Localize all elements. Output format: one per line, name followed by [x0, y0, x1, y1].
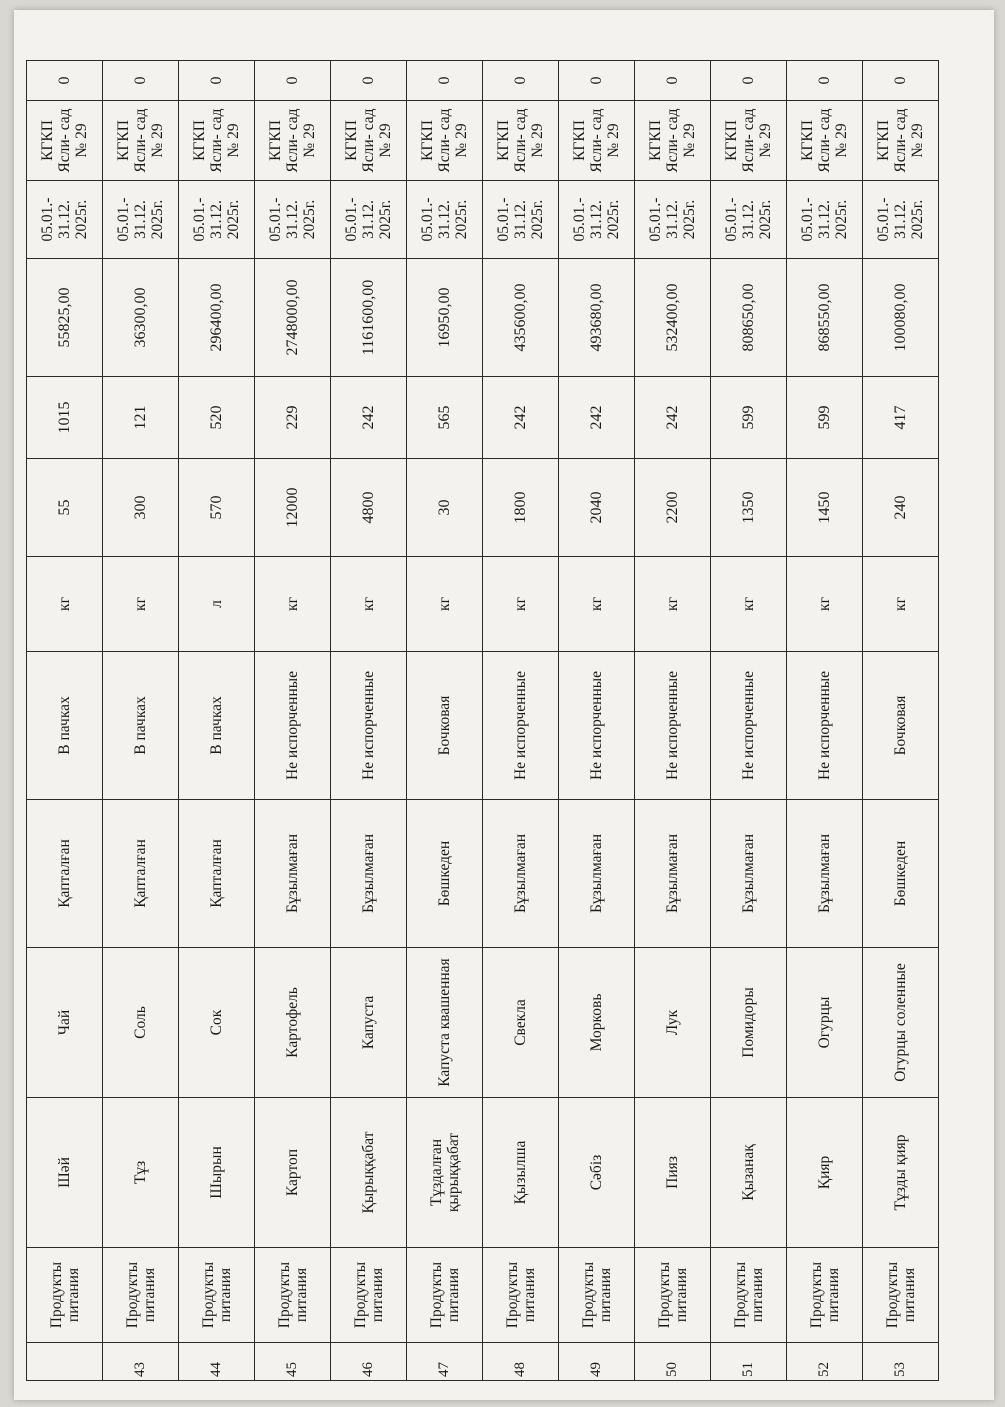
packaging-ru-cell: В пачках	[179, 652, 255, 800]
category-cell: Продукты питания	[331, 1248, 407, 1343]
quantity-cell: 570	[179, 459, 255, 557]
period-cell: 05.01.- 31.12. 2025г.	[787, 181, 863, 259]
extra-cell: 0	[483, 61, 559, 101]
name-kz-cell: Шәй	[27, 1098, 103, 1248]
name-ru-cell: Свекла	[483, 948, 559, 1098]
packaging-ru-cell: В пачках	[27, 652, 103, 800]
quantity-cell: 300	[103, 459, 179, 557]
quantity-cell: 2040	[559, 459, 635, 557]
row-number: 53	[863, 1343, 939, 1381]
row-number	[27, 1343, 103, 1381]
table-row	[255, 61, 331, 1381]
extra-cell: 0	[331, 61, 407, 101]
name-ru-cell: Морковь	[559, 948, 635, 1098]
table-body	[27, 61, 939, 1381]
table-row	[863, 61, 939, 1381]
name-ru-cell: Огурцы	[787, 948, 863, 1098]
name-ru-cell: Капуста квашенная	[407, 948, 483, 1098]
procurement-table	[26, 60, 939, 1381]
packaging-kz-cell: Бұзылмаған	[559, 800, 635, 948]
sum-cell: 36300,00	[103, 259, 179, 377]
packaging-kz-cell: Бұзылмаған	[331, 800, 407, 948]
period-cell: 05.01.- 31.12. 2025г.	[407, 181, 483, 259]
period-cell: 05.01.- 31.12. 2025г.	[863, 181, 939, 259]
unit-cell: кг	[635, 557, 711, 652]
row-number: 45	[255, 1343, 331, 1381]
quantity-cell: 2200	[635, 459, 711, 557]
name-kz-cell: Қырыққабат	[331, 1098, 407, 1248]
customer-cell: КГКП Ясли- сад № 29	[863, 101, 939, 181]
quantity-cell: 1450	[787, 459, 863, 557]
name-ru-cell: Сок	[179, 948, 255, 1098]
category-cell: Продукты питания	[863, 1248, 939, 1343]
customer-cell: КГКП Ясли- сад № 29	[635, 101, 711, 181]
packaging-kz-cell: Бұзылмаған	[483, 800, 559, 948]
extra-cell: 0	[255, 61, 331, 101]
extra-cell: 0	[179, 61, 255, 101]
customer-cell: КГКП Ясли- сад № 29	[331, 101, 407, 181]
unit-cell: кг	[787, 557, 863, 652]
sum-cell: 532400,00	[635, 259, 711, 377]
customer-cell: КГКП Ясли- сад № 29	[559, 101, 635, 181]
packaging-ru-cell: Не испорченные	[711, 652, 787, 800]
name-kz-cell: Шырын	[179, 1098, 255, 1248]
packaging-ru-cell: Не испорченные	[635, 652, 711, 800]
extra-cell: 0	[787, 61, 863, 101]
price-cell: 229	[255, 377, 331, 459]
row-number: 51	[711, 1343, 787, 1381]
quantity-cell: 55	[27, 459, 103, 557]
price-cell: 520	[179, 377, 255, 459]
unit-cell: кг	[331, 557, 407, 652]
price-cell: 599	[711, 377, 787, 459]
unit-cell: кг	[863, 557, 939, 652]
period-cell: 05.01.- 31.12. 2025г.	[711, 181, 787, 259]
name-ru-cell: Помидоры	[711, 948, 787, 1098]
quantity-cell: 1800	[483, 459, 559, 557]
extra-cell: 0	[559, 61, 635, 101]
packaging-kz-cell: Бөшкеден	[407, 800, 483, 948]
price-cell: 417	[863, 377, 939, 459]
sum-cell: 100080,00	[863, 259, 939, 377]
document-page	[14, 10, 994, 1400]
unit-cell: кг	[483, 557, 559, 652]
extra-cell: 0	[863, 61, 939, 101]
price-cell: 242	[635, 377, 711, 459]
table-row	[103, 61, 179, 1381]
name-ru-cell: Огурцы соленные	[863, 948, 939, 1098]
name-ru-cell: Соль	[103, 948, 179, 1098]
price-cell: 599	[787, 377, 863, 459]
name-ru-cell: Чай	[27, 948, 103, 1098]
extra-cell: 0	[103, 61, 179, 101]
extra-cell: 0	[27, 61, 103, 101]
price-cell: 121	[103, 377, 179, 459]
extra-cell: 0	[711, 61, 787, 101]
packaging-ru-cell: В пачках	[103, 652, 179, 800]
category-cell: Продукты питания	[635, 1248, 711, 1343]
period-cell: 05.01.- 31.12. 2025г.	[255, 181, 331, 259]
unit-cell: кг	[27, 557, 103, 652]
name-kz-cell: Қызанақ	[711, 1098, 787, 1248]
category-cell: Продукты питания	[559, 1248, 635, 1343]
name-kz-cell: Қызылша	[483, 1098, 559, 1248]
packaging-kz-cell: Қапталған	[27, 800, 103, 948]
packaging-ru-cell: Не испорченные	[331, 652, 407, 800]
unit-cell: л	[179, 557, 255, 652]
customer-cell: КГКП Ясли- сад № 29	[483, 101, 559, 181]
sum-cell: 493680,00	[559, 259, 635, 377]
customer-cell: КГКП Ясли- сад № 29	[27, 101, 103, 181]
sum-cell: 55825,00	[27, 259, 103, 377]
name-kz-cell: Тұздалған қырыққабат	[407, 1098, 483, 1248]
table-row	[483, 61, 559, 1381]
table-row	[787, 61, 863, 1381]
period-cell: 05.01.- 31.12. 2025г.	[483, 181, 559, 259]
sum-cell: 1161600,00	[331, 259, 407, 377]
name-ru-cell: Капуста	[331, 948, 407, 1098]
unit-cell: кг	[407, 557, 483, 652]
price-cell: 242	[483, 377, 559, 459]
price-cell: 242	[559, 377, 635, 459]
period-cell: 05.01.- 31.12. 2025г.	[559, 181, 635, 259]
category-cell: Продукты питания	[179, 1248, 255, 1343]
row-number: 49	[559, 1343, 635, 1381]
unit-cell: кг	[103, 557, 179, 652]
row-number: 46	[331, 1343, 407, 1381]
packaging-kz-cell: Бұзылмаған	[711, 800, 787, 948]
sum-cell: 2748000,00	[255, 259, 331, 377]
packaging-ru-cell: Бочковая	[407, 652, 483, 800]
category-cell: Продукты питания	[787, 1248, 863, 1343]
category-cell: Продукты питания	[27, 1248, 103, 1343]
packaging-kz-cell: Бұзылмаған	[635, 800, 711, 948]
unit-cell: кг	[559, 557, 635, 652]
name-kz-cell: Картоп	[255, 1098, 331, 1248]
name-ru-cell: Лук	[635, 948, 711, 1098]
packaging-ru-cell: Бочковая	[863, 652, 939, 800]
packaging-kz-cell: Бұзылмаған	[255, 800, 331, 948]
row-number: 52	[787, 1343, 863, 1381]
price-cell: 242	[331, 377, 407, 459]
customer-cell: КГКП Ясли- сад № 29	[711, 101, 787, 181]
quantity-cell: 12000	[255, 459, 331, 557]
name-kz-cell: Пияз	[635, 1098, 711, 1248]
packaging-kz-cell: Бұзылмаған	[787, 800, 863, 948]
category-cell: Продукты питания	[711, 1248, 787, 1343]
unit-cell: кг	[255, 557, 331, 652]
table-row	[711, 61, 787, 1381]
unit-cell: кг	[711, 557, 787, 652]
table-row	[559, 61, 635, 1381]
row-number: 48	[483, 1343, 559, 1381]
packaging-kz-cell: Қапталған	[179, 800, 255, 948]
sum-cell: 868550,00	[787, 259, 863, 377]
name-kz-cell: Сәбіз	[559, 1098, 635, 1248]
period-cell: 05.01.- 31.12. 2025г.	[103, 181, 179, 259]
table-row	[407, 61, 483, 1381]
period-cell: 05.01.- 31.12. 2025г.	[27, 181, 103, 259]
customer-cell: КГКП Ясли- сад № 29	[407, 101, 483, 181]
price-cell: 1015	[27, 377, 103, 459]
customer-cell: КГКП Ясли- сад № 29	[787, 101, 863, 181]
sum-cell: 296400,00	[179, 259, 255, 377]
name-kz-cell: Тұз	[103, 1098, 179, 1248]
customer-cell: КГКП Ясли- сад № 29	[103, 101, 179, 181]
sum-cell: 16950,00	[407, 259, 483, 377]
category-cell: Продукты питания	[407, 1248, 483, 1343]
rotated-page-content	[14, 45, 994, 1395]
name-kz-cell: Қияр	[787, 1098, 863, 1248]
table-row	[331, 61, 407, 1381]
extra-cell: 0	[635, 61, 711, 101]
table-row	[635, 61, 711, 1381]
packaging-ru-cell: Не испорченные	[255, 652, 331, 800]
quantity-cell: 4800	[331, 459, 407, 557]
sum-cell: 808650,00	[711, 259, 787, 377]
packaging-ru-cell: Не испорченные	[559, 652, 635, 800]
table-row	[179, 61, 255, 1381]
extra-cell: 0	[407, 61, 483, 101]
period-cell: 05.01.- 31.12. 2025г.	[179, 181, 255, 259]
packaging-kz-cell: Қапталған	[103, 800, 179, 948]
category-cell: Продукты питания	[255, 1248, 331, 1343]
packaging-ru-cell: Не испорченные	[787, 652, 863, 800]
name-kz-cell: Тұзды қияр	[863, 1098, 939, 1248]
period-cell: 05.01.- 31.12. 2025г.	[331, 181, 407, 259]
customer-cell: КГКП Ясли- сад № 29	[179, 101, 255, 181]
row-number: 47	[407, 1343, 483, 1381]
row-number: 44	[179, 1343, 255, 1381]
period-cell: 05.01.- 31.12. 2025г.	[635, 181, 711, 259]
packaging-kz-cell: Бөшкеден	[863, 800, 939, 948]
price-cell: 565	[407, 377, 483, 459]
quantity-cell: 1350	[711, 459, 787, 557]
category-cell: Продукты питания	[103, 1248, 179, 1343]
table-row	[27, 61, 103, 1381]
quantity-cell: 30	[407, 459, 483, 557]
customer-cell: КГКП Ясли- сад № 29	[255, 101, 331, 181]
row-number: 50	[635, 1343, 711, 1381]
packaging-ru-cell: Не испорченные	[483, 652, 559, 800]
category-cell: Продукты питания	[483, 1248, 559, 1343]
row-number: 43	[103, 1343, 179, 1381]
quantity-cell: 240	[863, 459, 939, 557]
sum-cell: 435600,00	[483, 259, 559, 377]
name-ru-cell: Картофель	[255, 948, 331, 1098]
